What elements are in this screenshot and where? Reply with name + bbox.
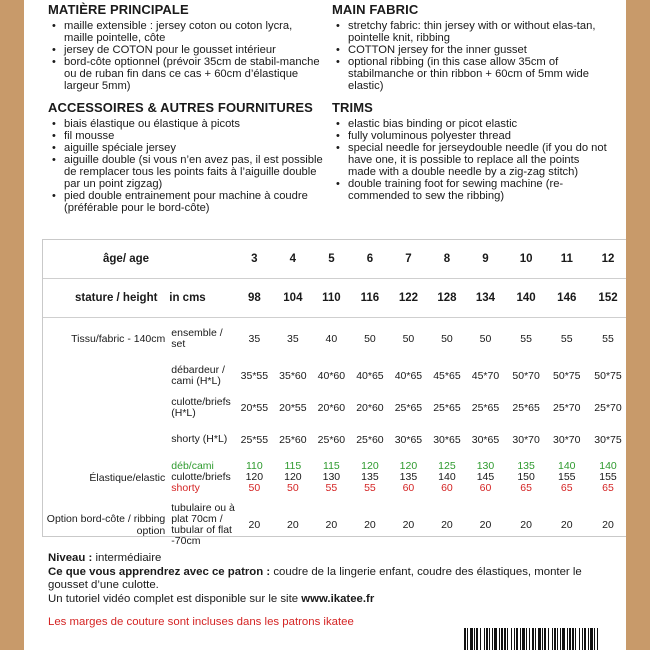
elastic-cami-label: déb/cami bbox=[171, 460, 214, 472]
fabric-value: 30*65 bbox=[394, 433, 423, 446]
ribbing-cell-11: 20 bbox=[560, 518, 573, 531]
barcode-bar bbox=[532, 628, 534, 650]
bullet-item: • aiguille spéciale jersey bbox=[64, 142, 323, 154]
age-cell-11: 11 bbox=[548, 240, 587, 279]
level-line bbox=[48, 552, 608, 566]
level-label: Niveau : bbox=[48, 552, 93, 564]
stature-cell-8: 128 bbox=[428, 279, 467, 318]
fabric-value: 35 bbox=[248, 332, 261, 345]
elastic-shorty-value: 60 bbox=[441, 482, 453, 494]
age-cell-12: 12 bbox=[586, 240, 626, 279]
barcode-bar bbox=[504, 628, 506, 650]
age-cell-6: 6 bbox=[351, 240, 390, 279]
fabric-value: 35 bbox=[287, 332, 299, 345]
barcode-bar bbox=[484, 628, 485, 650]
english-materials bbox=[332, 0, 607, 202]
elastic-shorty-value: 50 bbox=[248, 482, 261, 494]
elastic-cami-value: 140 bbox=[558, 460, 576, 472]
barcode-bar bbox=[470, 628, 473, 650]
age-cell-8: 8 bbox=[428, 240, 467, 279]
age-cell-7: 7 bbox=[389, 240, 428, 279]
barcode-bar bbox=[492, 628, 493, 650]
bullet-item: • biais élastique ou élastique à picots bbox=[64, 118, 323, 130]
fabric-value: 30*65 bbox=[471, 433, 500, 446]
age-cell-9: 9 bbox=[466, 240, 505, 279]
barcode-bar bbox=[474, 628, 475, 650]
stature-label: stature / height bbox=[43, 279, 169, 318]
barcode-bar bbox=[562, 628, 565, 650]
tutorial-text: Un tutoriel vidéo complet est disponible sur le site bbox=[48, 592, 299, 605]
fabric-value: 50 bbox=[402, 332, 415, 345]
learn-line bbox=[48, 566, 608, 593]
barcode-bar bbox=[567, 628, 568, 650]
fabric-value: 50 bbox=[479, 332, 492, 345]
fabric-value: 20*60 bbox=[317, 401, 346, 414]
stature-cell-4: 104 bbox=[274, 279, 313, 318]
barcode-bar bbox=[486, 628, 488, 650]
fabric-value: 40*65 bbox=[356, 369, 384, 382]
barcode-bar bbox=[467, 628, 468, 650]
trims-title-en: TRIMS bbox=[332, 100, 373, 115]
main-fabric-title-fr: MATIÈRE PRINCIPALE bbox=[48, 2, 189, 17]
elastic-values bbox=[389, 456, 428, 500]
fabric-value: 25*60 bbox=[317, 433, 346, 446]
fabric-row-briefs bbox=[43, 392, 626, 424]
ribbing-cell-6: 20 bbox=[364, 518, 376, 531]
fabric-value: 25*65 bbox=[433, 401, 461, 414]
size-table bbox=[43, 240, 626, 550]
fabric-value: 25*65 bbox=[512, 401, 540, 414]
fabric-value: 40 bbox=[325, 332, 338, 345]
elastic-values bbox=[466, 456, 505, 500]
elastic-cami-value: 135 bbox=[517, 460, 535, 472]
elastic-cami-value: 120 bbox=[399, 460, 418, 472]
fabric-value: 25*65 bbox=[471, 401, 500, 414]
age-label: âge/ age bbox=[43, 240, 235, 279]
accessories-title-fr: ACCESSOIRES & AUTRES FOURNITURES bbox=[48, 100, 313, 115]
bullet-item: • stretchy fabric: thin jersey with or without elas-tan, pointelle knit, ribbing bbox=[348, 20, 607, 44]
fabric-value: 20*55 bbox=[240, 401, 269, 414]
barcode-bar bbox=[588, 628, 589, 650]
elastic-cami-value: 140 bbox=[599, 460, 617, 472]
elastic-values bbox=[312, 456, 351, 500]
bullet-item: • elastic bias binding or picot elastic bbox=[348, 118, 607, 130]
elastic-cami-value: 115 bbox=[284, 460, 302, 472]
elastic-label: Élastique/elastic bbox=[89, 471, 166, 484]
fabric-value: 25*55 bbox=[240, 433, 269, 446]
bullet-item: • fully voluminous polyester thread bbox=[348, 130, 607, 142]
barcode-bar bbox=[526, 628, 527, 650]
elastic-cami-value: 115 bbox=[323, 460, 340, 472]
fabric-value: 50*75 bbox=[594, 369, 622, 382]
elastic-shorty-value: 65 bbox=[602, 482, 614, 494]
fabric-row-shorty bbox=[43, 424, 626, 456]
elastic-cami-value: 130 bbox=[476, 460, 495, 472]
elastic-values bbox=[428, 456, 467, 500]
main-fabric-list-en bbox=[332, 20, 607, 92]
age-cell-10: 10 bbox=[505, 240, 548, 279]
ribbing-cell-12: 20 bbox=[602, 518, 614, 531]
fabric-value: 30*65 bbox=[433, 433, 461, 446]
elastic-shorty-value: 65 bbox=[520, 482, 532, 494]
barcode-bar bbox=[501, 628, 503, 650]
fabric-item-label: shorty (H*L) bbox=[171, 433, 228, 445]
trims-list-en bbox=[332, 118, 607, 202]
fabric-value: 25*70 bbox=[553, 401, 581, 414]
barcode-bar bbox=[542, 628, 543, 650]
age-cell-5: 5 bbox=[312, 240, 351, 279]
barcode-bar bbox=[590, 628, 593, 650]
elastic-shorty-value: 60 bbox=[479, 482, 492, 494]
ribbing-cell-9: 20 bbox=[479, 518, 492, 531]
ribbing-sublabel: tubulaire ou à plat 70cm / tubular of flat -70cm bbox=[171, 501, 235, 547]
elastic-cami-value: 120 bbox=[361, 460, 379, 472]
learn-label: Ce que vous apprendrez avec ce patron : bbox=[48, 565, 271, 578]
ribbing-row bbox=[43, 500, 626, 550]
learn-value: coudre de la lingerie enfant, coudre des élastiques, monter le gousset d’une culotte. bbox=[48, 565, 582, 591]
fabric-value: 45*65 bbox=[433, 369, 461, 382]
barcode-bar bbox=[520, 628, 521, 650]
elastic-cami-value: 110 bbox=[245, 460, 263, 472]
french-materials bbox=[48, 0, 323, 214]
elastic-briefs-value: 120 bbox=[284, 471, 302, 483]
fabric-value: 50 bbox=[364, 332, 376, 345]
ribbing-cell-5: 20 bbox=[325, 518, 338, 531]
fabric-value: 55 bbox=[602, 332, 614, 345]
stature-cell-7: 122 bbox=[389, 279, 428, 318]
elastic-shorty-label: shorty bbox=[171, 482, 200, 494]
elastic-cami-value: 125 bbox=[438, 460, 456, 472]
main-fabric-list-fr bbox=[48, 20, 323, 92]
barcode-bar bbox=[535, 628, 536, 650]
stature-row bbox=[43, 279, 626, 318]
ribbing-cell-4: 20 bbox=[287, 518, 299, 531]
elastic-values bbox=[351, 456, 390, 500]
stature-cell-9: 134 bbox=[466, 279, 505, 318]
elastic-shorty-value: 65 bbox=[560, 482, 573, 494]
barcode-bar bbox=[464, 628, 466, 650]
size-chart bbox=[42, 239, 626, 547]
fabric-value: 55 bbox=[560, 332, 573, 345]
age-row bbox=[43, 240, 626, 279]
barcode-bar bbox=[548, 628, 549, 650]
barcode-bar bbox=[480, 628, 481, 650]
elastic-values bbox=[586, 456, 626, 500]
elastic-shorty-value: 55 bbox=[325, 482, 338, 494]
barcode-bar bbox=[579, 628, 580, 650]
barcode-bar bbox=[538, 628, 541, 650]
barcode-bar bbox=[575, 628, 576, 650]
bullet-item: • jersey de COTON pour le gousset intérieur bbox=[64, 44, 323, 56]
fabric-row-set bbox=[43, 318, 626, 360]
barcode-bar bbox=[476, 628, 478, 650]
fabric-value: 50*70 bbox=[512, 369, 540, 382]
barcode-bar bbox=[529, 628, 530, 650]
barcode-bar bbox=[569, 628, 571, 650]
elastic-briefs-value: 135 bbox=[361, 471, 379, 483]
fabric-value: 55 bbox=[520, 332, 532, 345]
fabric-item-label: débardeur / cami (H*L) bbox=[171, 363, 225, 387]
fabric-value: 20*60 bbox=[356, 401, 384, 414]
stature-cell-10: 140 bbox=[505, 279, 548, 318]
barcode-bar bbox=[522, 628, 525, 650]
barcode-bar bbox=[544, 628, 546, 650]
fabric-item-label: ensemble / set bbox=[171, 326, 223, 350]
bullet-item: • bord-côte optionnel (prévoir 35cm de stabil-manche ou de ruban fin dans ce cas + 60cm d’élastique largeur 5mm) bbox=[64, 56, 323, 92]
bullet-item: • maille extensible : jersey coton ou coton lycra, maille pointelle, côte bbox=[64, 20, 323, 44]
barcode-bar bbox=[511, 628, 512, 650]
elastic-sublabels bbox=[169, 456, 235, 500]
barcode-bar bbox=[494, 628, 497, 650]
ribbing-cell-7: 20 bbox=[402, 518, 415, 531]
elastic-values bbox=[548, 456, 587, 500]
barcode-bar bbox=[514, 628, 515, 650]
elastic-briefs-value: 135 bbox=[399, 471, 418, 483]
barcode bbox=[464, 628, 598, 650]
barcode-bar bbox=[489, 628, 490, 650]
bullet-item: • special needle for jerseydouble needle (if you do not have one, it is possible to replace all the points made with a double needle by a zig-zag stitch) bbox=[348, 142, 607, 178]
elastic-briefs-value: 120 bbox=[245, 471, 264, 483]
ribbing-cell-10: 20 bbox=[520, 518, 532, 531]
elastic-briefs-value: 140 bbox=[438, 471, 456, 483]
fabric-label: Tissu/fabric - 140cm bbox=[71, 332, 166, 345]
fabric-row-cami bbox=[43, 360, 626, 392]
ribbing-label: Option bord-côte / ribbing option bbox=[46, 512, 166, 537]
fabric-value: 45*70 bbox=[471, 369, 500, 382]
accessories-list-fr bbox=[48, 118, 323, 214]
fabric-value: 40*65 bbox=[394, 369, 423, 382]
barcode-bar bbox=[516, 628, 518, 650]
stature-cell-5: 110 bbox=[312, 279, 351, 318]
stature-cell-12: 152 bbox=[586, 279, 626, 318]
barcode-bar bbox=[507, 628, 508, 650]
bullet-item: • pied double entrainement pour machine à coudre (préférable pour le bord-côte) bbox=[64, 190, 323, 214]
fabric-value: 20*55 bbox=[279, 401, 307, 414]
elastic-briefs-value: 150 bbox=[517, 471, 535, 483]
bullet-item: • aiguille double (si vous n’en avez pas, il est possible de remplacer tous les points faits à l’aiguille double par un point zigzag) bbox=[64, 154, 323, 190]
barcode-bar bbox=[557, 628, 558, 650]
elastic-row bbox=[43, 456, 626, 500]
pattern-footer bbox=[48, 552, 608, 630]
stature-cell-11: 146 bbox=[548, 279, 587, 318]
elastic-briefs-value: 155 bbox=[599, 471, 617, 483]
barcode-bar bbox=[572, 628, 574, 650]
pattern-info-card bbox=[24, 0, 626, 650]
fabric-value: 25*60 bbox=[279, 433, 307, 446]
elastic-shorty-value: 55 bbox=[364, 482, 376, 494]
fabric-value: 50*75 bbox=[553, 369, 581, 382]
fabric-value: 35*60 bbox=[279, 369, 307, 382]
elastic-values bbox=[274, 456, 313, 500]
fabric-value: 25*70 bbox=[594, 401, 622, 414]
tutorial-line bbox=[48, 593, 608, 607]
fabric-value: 30*70 bbox=[512, 433, 540, 446]
barcode-bar bbox=[560, 628, 561, 650]
fabric-value: 30*75 bbox=[594, 433, 622, 446]
barcode-bar bbox=[554, 628, 556, 650]
fabric-value: 25*65 bbox=[394, 401, 423, 414]
bullet-item: • double training foot for sewing machine (re-commended to sew the ribbing) bbox=[348, 178, 607, 202]
elastic-briefs-value: 145 bbox=[476, 471, 495, 483]
bullet-item: • COTTON jersey for the inner gusset bbox=[348, 44, 607, 56]
fabric-item-label: culotte/briefs (H*L) bbox=[171, 395, 231, 419]
barcode-bar bbox=[582, 628, 583, 650]
elastic-briefs-value: 130 bbox=[322, 471, 341, 483]
main-fabric-title-en: MAIN FABRIC bbox=[332, 2, 419, 17]
age-cell-4: 4 bbox=[274, 240, 313, 279]
elastic-values bbox=[235, 456, 274, 500]
age-cell-3: 3 bbox=[235, 240, 274, 279]
fabric-value: 50 bbox=[441, 332, 453, 345]
elastic-values bbox=[505, 456, 548, 500]
bullet-item: • fil mousse bbox=[64, 130, 323, 142]
fabric-value: 40*60 bbox=[317, 369, 346, 382]
elastic-briefs-value: 155 bbox=[558, 471, 576, 483]
barcode-bar bbox=[594, 628, 595, 650]
stature-cell-6: 116 bbox=[351, 279, 390, 318]
bullet-item: • optional ribbing (in this case allow 35cm of stabilmanche or thin ribbon + 60cm of 5mm wide elastic) bbox=[348, 56, 607, 92]
barcode-bar bbox=[597, 628, 598, 650]
ribbing-cell-8: 20 bbox=[441, 518, 453, 531]
elastic-shorty-value: 50 bbox=[287, 482, 299, 494]
unit-label: in cms bbox=[169, 279, 235, 318]
barcode-bar bbox=[584, 628, 586, 650]
seam-allowance-note: Les marges de couture sont incluses dans les patrons ikatee bbox=[48, 616, 354, 628]
fabric-value: 35*55 bbox=[240, 369, 269, 382]
barcode-bar bbox=[552, 628, 553, 650]
elastic-shorty-value: 60 bbox=[402, 482, 415, 494]
ribbing-cell-3: 20 bbox=[248, 518, 261, 531]
fabric-value: 25*60 bbox=[356, 433, 384, 446]
stature-cell-3: 98 bbox=[235, 279, 274, 318]
elastic-briefs-label: culotte/briefs bbox=[171, 471, 231, 483]
barcode-bar bbox=[499, 628, 500, 650]
fabric-value: 30*70 bbox=[553, 433, 581, 446]
tutorial-site-link[interactable]: www.ikatee.fr bbox=[301, 592, 375, 605]
level-value: intermédiaire bbox=[95, 552, 162, 564]
